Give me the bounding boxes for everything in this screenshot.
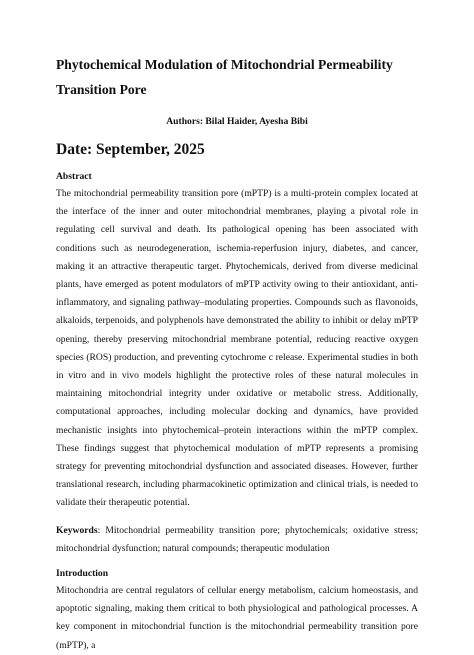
keywords: [56, 522, 418, 558]
abstract-text: The mitochondrial permeability transition pore (mPTP) is a multi-protein complex located at the interface of the inner and outer mitochondrial membranes, playing a pivotal role in regulating cell survival and death. Its pathological opening has been associated with conditions such as neurodegeneration, ischemia-reperfusion injury, diabetes, and cancer, making it an attractive therapeutic target. Phytochemicals, derived from diverse medicinal plants, have emerged as potent modulators of mPTP activity owing to their antioxidant, anti-inflammatory, and signaling pathway–modulating properties. Compounds such as flavonoids, alkaloids, terpenoids, and polyphenols have demonstrated the ability to inhibit or delay mPTP opening, thereby preserving mitochondrial membrane potential, reducing reactive oxygen species (ROS) production, and preventing cytochrome c release. Experimental studies in both in vitro and in vivo models highlight the protective roles of these natural molecules in maintaining mitochondrial integrity under oxidative or metabolic stress. Additionally, computational approaches, including molecular docking and dynamics, have provided mechanistic insights into phytochemical–protein interactions within the mPTP complex. These findings suggest that phytochemical modulation of mPTP represents a promising strategy for preventing mitochondrial dysfunction and associated diseases. However, further translational research, including pharmacokinetic optimization and clinical trials, is needed to validate their therapeutic potential.: [56, 188, 418, 509]
introduction-heading: Introduction: [56, 568, 109, 580]
paper-title: Phytochemical Modulation of Mitochondrial Permeability Transition Pore: [56, 57, 393, 97]
keywords-text: : Mitochondrial permeability transition pore; phytochemicals; oxidative stress; mitochondrial dysfunction; natural compounds; therapeutic modulation: [56, 524, 418, 554]
paper-date: Date: September, 2025: [56, 141, 205, 158]
abstract-heading: Abstract: [56, 171, 92, 182]
keywords-label: Keywords: [56, 524, 98, 536]
introduction-text: Mitochondria are central regulators of cellular energy metabolism, calcium homeostasis, and apoptotic signaling, making them critical to both physiological and pathological processes. A key component in mitochondrial function is the mitochondrial permeability transition pore (mPTP), a: [56, 585, 418, 651]
paper-authors: Authors: Bilal Haider, Ayesha Bibi: [166, 116, 308, 127]
